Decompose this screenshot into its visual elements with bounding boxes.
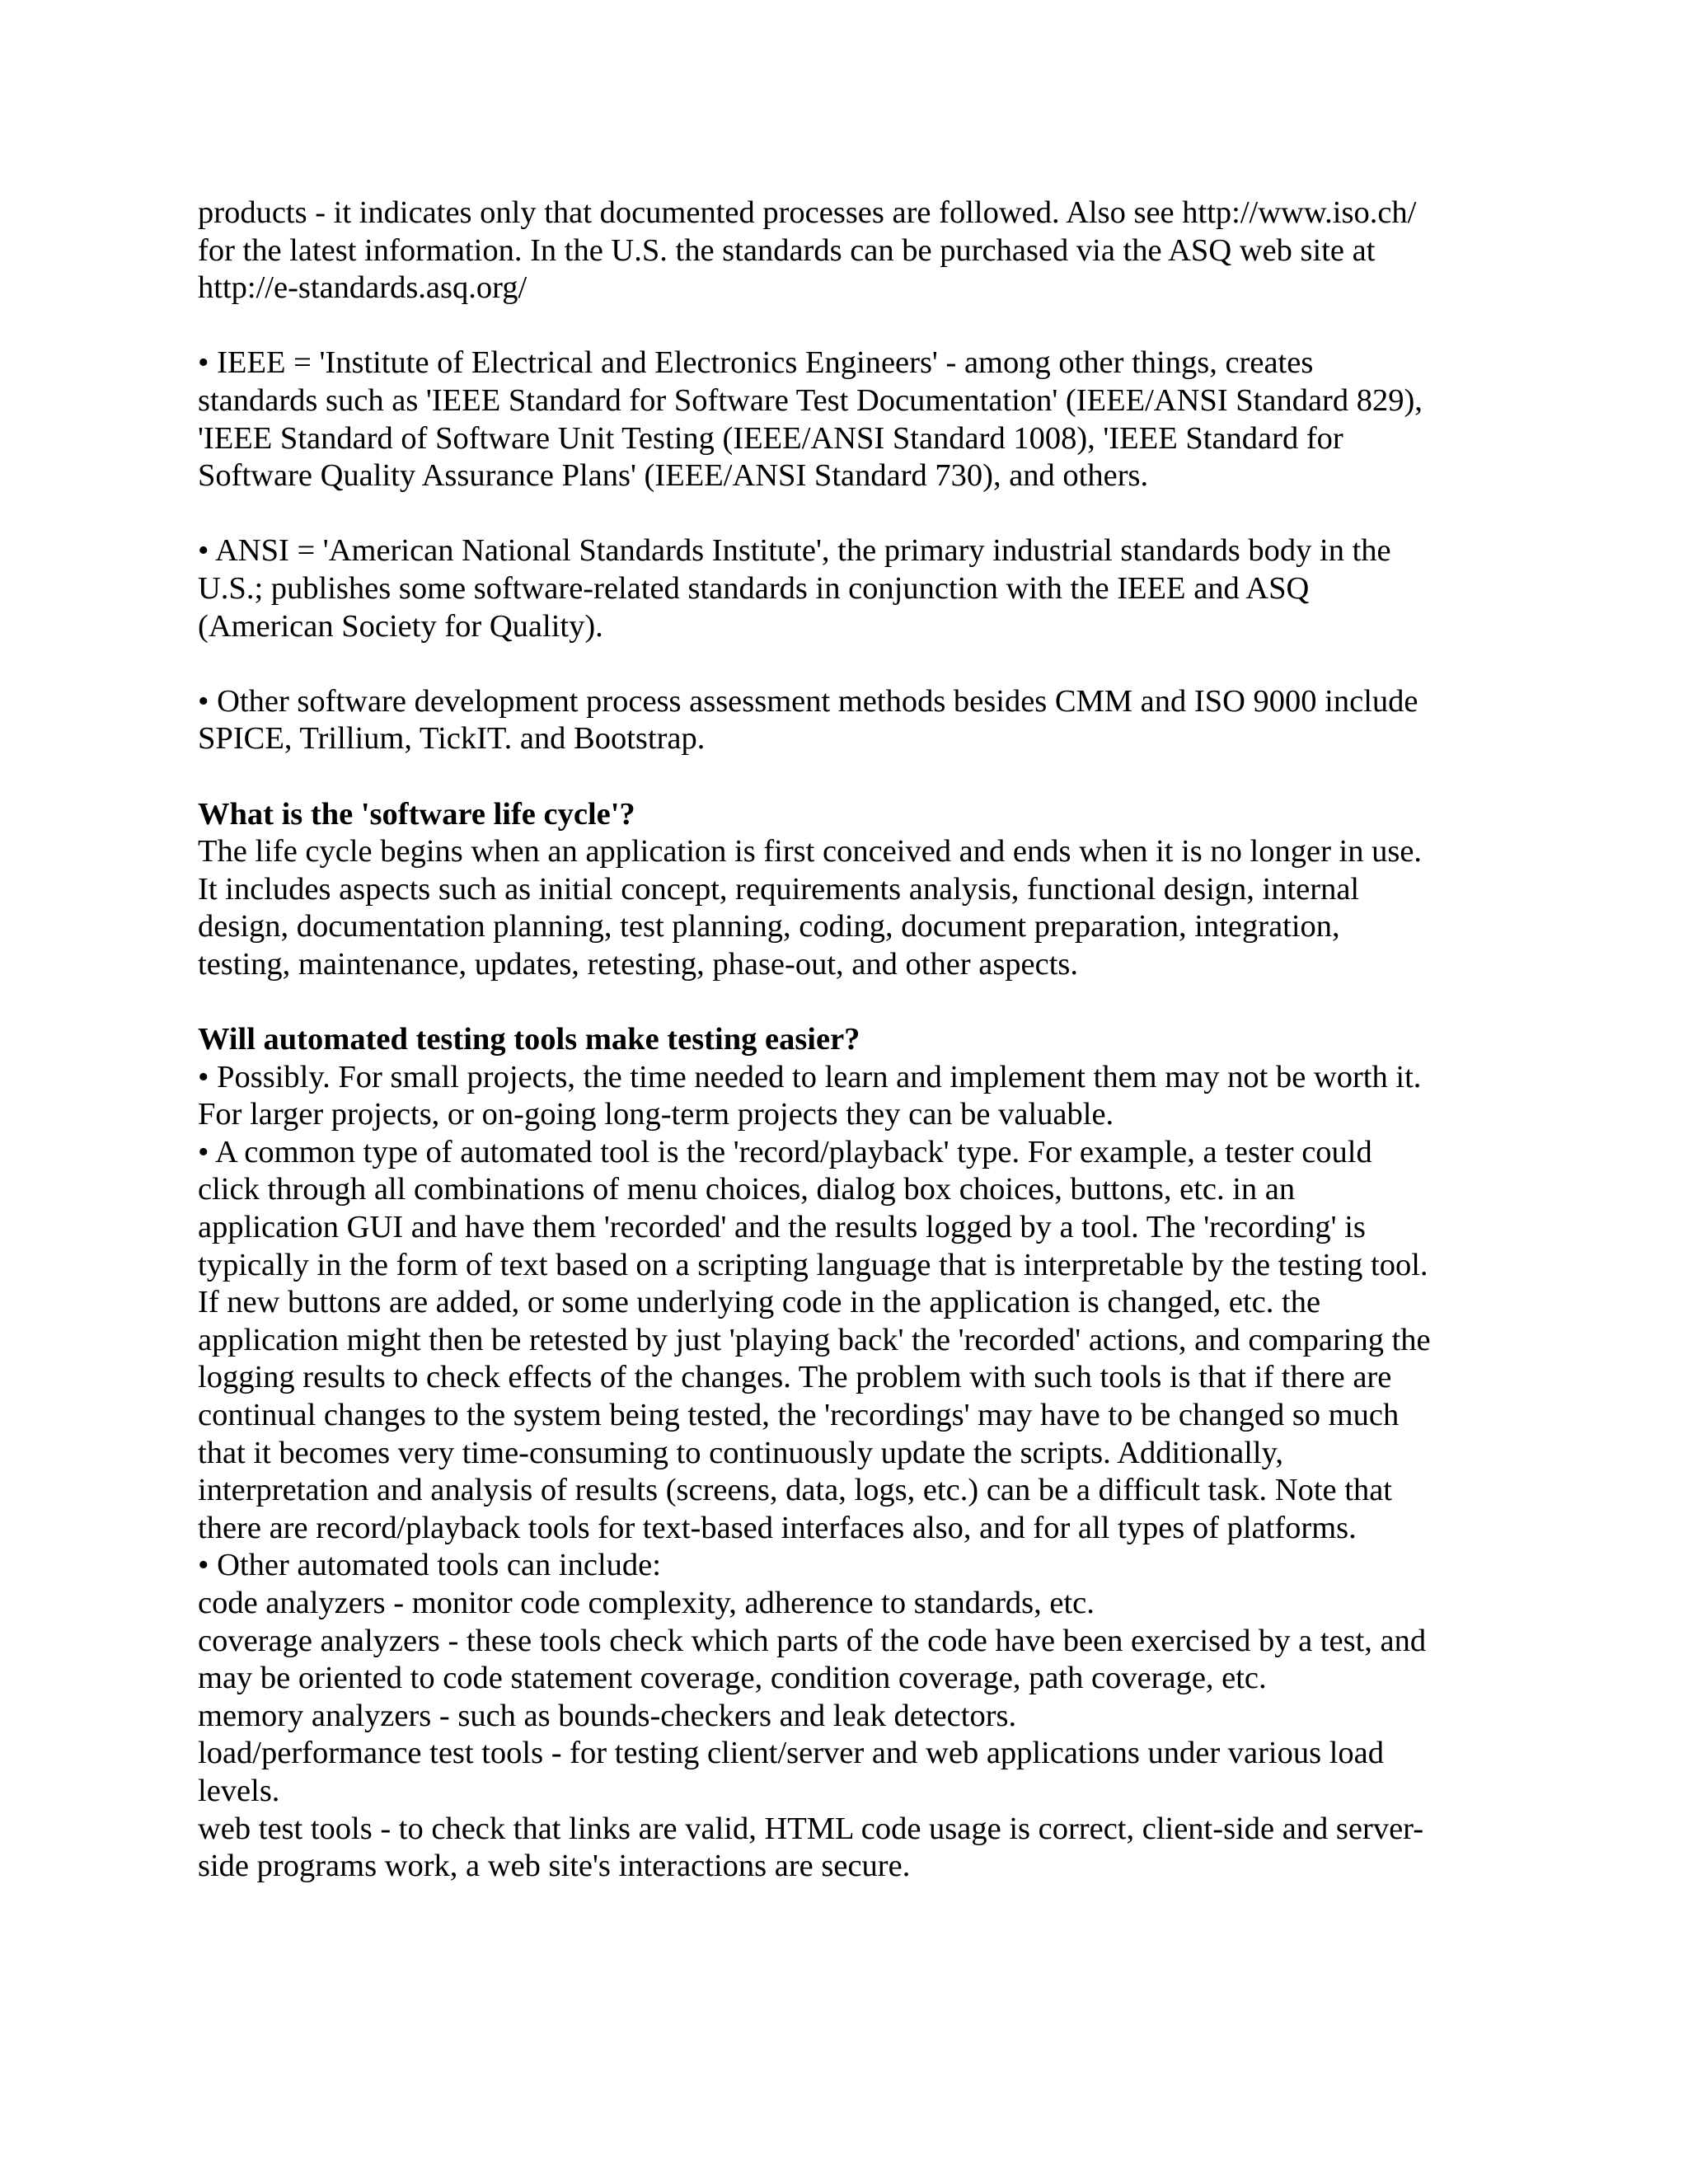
paragraph-ieee (198, 344, 1500, 494)
text-line: 'IEEE Standard of Software Unit Testing (IEEE/ANSI Standard 1008), 'IEEE Standard for (198, 420, 1343, 456)
text-line: logging results to check effects of the changes. The problem with such tools is that if there are (198, 1360, 1392, 1395)
text-line: application might then be retested by just 'playing back' the 'recorded' actions, and comparing the (198, 1322, 1431, 1357)
text-line: testing, maintenance, updates, retesting, phase-out, and other aspects. (198, 946, 1079, 982)
text-line: It includes aspects such as initial concept, requirements analysis, functional design, internal (198, 871, 1360, 907)
text-line: interpretation and analysis of results (screens, data, logs, etc.) can be a difficult task. Note that (198, 1473, 1392, 1508)
text-line: levels. (198, 1773, 280, 1808)
text-line: • A common type of automated tool is the 'record/playback' type. For example, a tester could (198, 1134, 1372, 1169)
text-line: design, documentation planning, test planning, coding, document preparation, integration, (198, 909, 1340, 944)
document-page (198, 194, 1500, 1886)
text-line: load/performance test tools - for testing client/server and web applications under various load (198, 1736, 1385, 1771)
section-heading: Will automated testing tools make testing easier? (198, 1022, 860, 1057)
text-line: for the latest information. In the U.S. the standards can be purchased via the ASQ web site at (198, 232, 1376, 268)
paragraph-gap (198, 758, 1500, 796)
text-line: • Other software development process assessment methods besides CMM and ISO 9000 include (198, 683, 1418, 719)
text-line: • Possibly. For small projects, the time needed to learn and implement them may not be worth it. (198, 1059, 1422, 1094)
text-line: http://e-standards.asq.org/ (198, 270, 528, 306)
text-line: memory analyzers - such as bounds-checkers and leak detectors. (198, 1698, 1017, 1733)
paragraph-ansi (198, 532, 1500, 645)
text-line: side programs work, a web site's interactions are secure. (198, 1849, 911, 1884)
text-line: U.S.; publishes some software-related standards in conjunction with the IEEE and ASQ (198, 570, 1310, 606)
paragraph-gap (198, 983, 1500, 1021)
paragraph-iso-continued (198, 194, 1500, 307)
paragraph-gap (198, 645, 1500, 683)
text-line: application GUI and have them 'recorded' and the results logged by a tool. The 'recording' is (198, 1210, 1366, 1245)
text-line: Software Quality Assurance Plans' (IEEE/ANSI Standard 730), and others. (198, 458, 1149, 494)
paragraph-other-methods (198, 683, 1500, 758)
text-line: code analyzers - monitor code complexity, adherence to standards, etc. (198, 1585, 1095, 1620)
section-heading: What is the 'software life cycle'? (198, 796, 635, 832)
section-life-cycle (198, 796, 1500, 984)
text-line: continual changes to the system being tested, the 'recordings' may have to be changed so much (198, 1398, 1400, 1432)
text-line: web test tools - to check that links are valid, HTML code usage is correct, client-side and server- (198, 1811, 1424, 1846)
text-line: (American Society for Quality). (198, 608, 603, 644)
text-line: there are record/playback tools for text-based interfaces also, and for all types of platforms. (198, 1510, 1357, 1545)
text-line: standards such as 'IEEE Standard for Software Test Documentation' (IEEE/ANSI Standard 829), (198, 382, 1423, 418)
section-automated-testing (198, 1021, 1500, 1886)
text-line: may be oriented to code statement coverage, condition coverage, path coverage, etc. (198, 1661, 1267, 1696)
text-line: For larger projects, or on-going long-term projects they can be valuable. (198, 1097, 1114, 1132)
text-line: The life cycle begins when an application is first conceived and ends when it is no longer in use. (198, 834, 1423, 869)
paragraph-gap (198, 307, 1500, 345)
text-line: that it becomes very time-consuming to continuously update the scripts. Additionally, (198, 1435, 1283, 1470)
text-line: • Other automated tools can include: (198, 1548, 661, 1583)
text-line: coverage analyzers - these tools check which parts of the code have been exercised by a test, and (198, 1623, 1427, 1658)
text-line: SPICE, Trillium, TickIT. and Bootstrap. (198, 721, 706, 757)
text-line: • ANSI = 'American National Standards Institute', the primary industrial standards body in the (198, 533, 1391, 569)
text-line: products - it indicates only that documented processes are followed. Also see http://www.iso.ch/ (198, 195, 1417, 230)
text-line: • IEEE = 'Institute of Electrical and Electronics Engineers' - among other things, creates (198, 345, 1314, 381)
text-line: typically in the form of text based on a scripting language that is interpretable by the testing tool. (198, 1247, 1428, 1282)
text-line: If new buttons are added, or some underlying code in the application is changed, etc. the (198, 1285, 1321, 1320)
paragraph-gap (198, 495, 1500, 533)
text-line: click through all combinations of menu choices, dialog box choices, buttons, etc. in an (198, 1172, 1296, 1207)
